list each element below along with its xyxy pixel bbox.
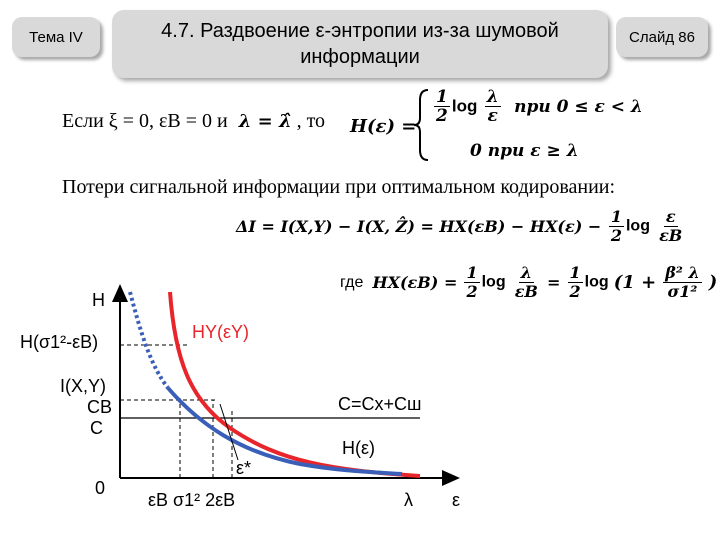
where-lambda-ratio: $\frac{\lambda}{\varepsilon B}$ — [514, 263, 538, 301]
capacity-label: C=Cx+Cш — [338, 394, 422, 414]
curve-h-eps-label: H(ε) — [342, 438, 376, 458]
losses-eps-ratio: $\frac{\varepsilon}{\varepsilon B}$ — [659, 207, 683, 245]
x-label-eps-sigma: εB σ1² 2εB — [148, 490, 236, 510]
where-equals: = — [547, 273, 561, 292]
curve-hy — [170, 292, 420, 476]
delta-i-expression: ΔI = I(X,Y) − I(X, Ẑ) = HX(εB) − HX(ε) − — [236, 217, 607, 236]
curve-h-eps-dotted — [130, 292, 168, 388]
slide-tag-label: Слайд 86 — [629, 28, 695, 46]
x-label-lambda: λ — [404, 490, 413, 510]
curve-hy-label: HY(εY) — [192, 322, 250, 342]
where-lhs: HX(εB) = — [372, 273, 458, 292]
x-label-eps-star: ε* — [236, 458, 252, 478]
y-axis-label: H — [92, 290, 105, 310]
where-paren-close: ) — [708, 272, 718, 293]
lambda-equation: λ = λ̂ — [238, 111, 292, 132]
losses-caption: Потери сигнальной информации при оптимальном кодировании: — [62, 176, 616, 198]
piecewise-case-2: 0 при ε ≥ λ — [470, 141, 579, 161]
y-label-zero: 0 — [95, 478, 106, 498]
condition-then: , то — [296, 110, 326, 132]
where-half-2: $\frac{1}{2}$ — [569, 263, 581, 301]
where-paren-open: (1 + — [613, 272, 657, 293]
where-beta-ratio: $\frac{\text{β² λ}}{\text{σ1²}}$ — [665, 263, 700, 301]
slide-title-text: 4.7. Раздвоение ε-энтропии из-за шумовой информации — [161, 20, 559, 68]
h-eps-lhs: H(ε) = — [350, 116, 417, 137]
case1-lambda-over-eps: $\frac{\lambda}{\varepsilon}$ — [486, 87, 499, 126]
losses-half: $\frac{1}{2}$ — [610, 207, 622, 245]
y-label-ixy: I(X,Y) — [60, 376, 107, 396]
y-label-c: C — [90, 418, 103, 438]
where-prefix: где — [340, 273, 364, 291]
where-half-1: $\frac{1}{2}$ — [466, 263, 478, 301]
y-label-cb: CB — [87, 397, 113, 417]
case1-log: log — [451, 96, 478, 116]
condition-prefix: Если ξ = 0, εB = 0 и — [62, 110, 228, 132]
case1-condition: при 0 ≤ ε < λ — [514, 96, 643, 117]
where-log-2: log — [584, 273, 609, 291]
y-label-h-sigma: H(σ1²-εB) — [20, 332, 99, 352]
topic-tag-label: Тема IV — [29, 28, 83, 46]
where-log-1: log — [481, 273, 506, 291]
losses-log: log — [625, 217, 650, 235]
x-label-eps: ε — [452, 490, 461, 510]
case1-half: $\frac{1}{2}$ — [436, 87, 448, 126]
